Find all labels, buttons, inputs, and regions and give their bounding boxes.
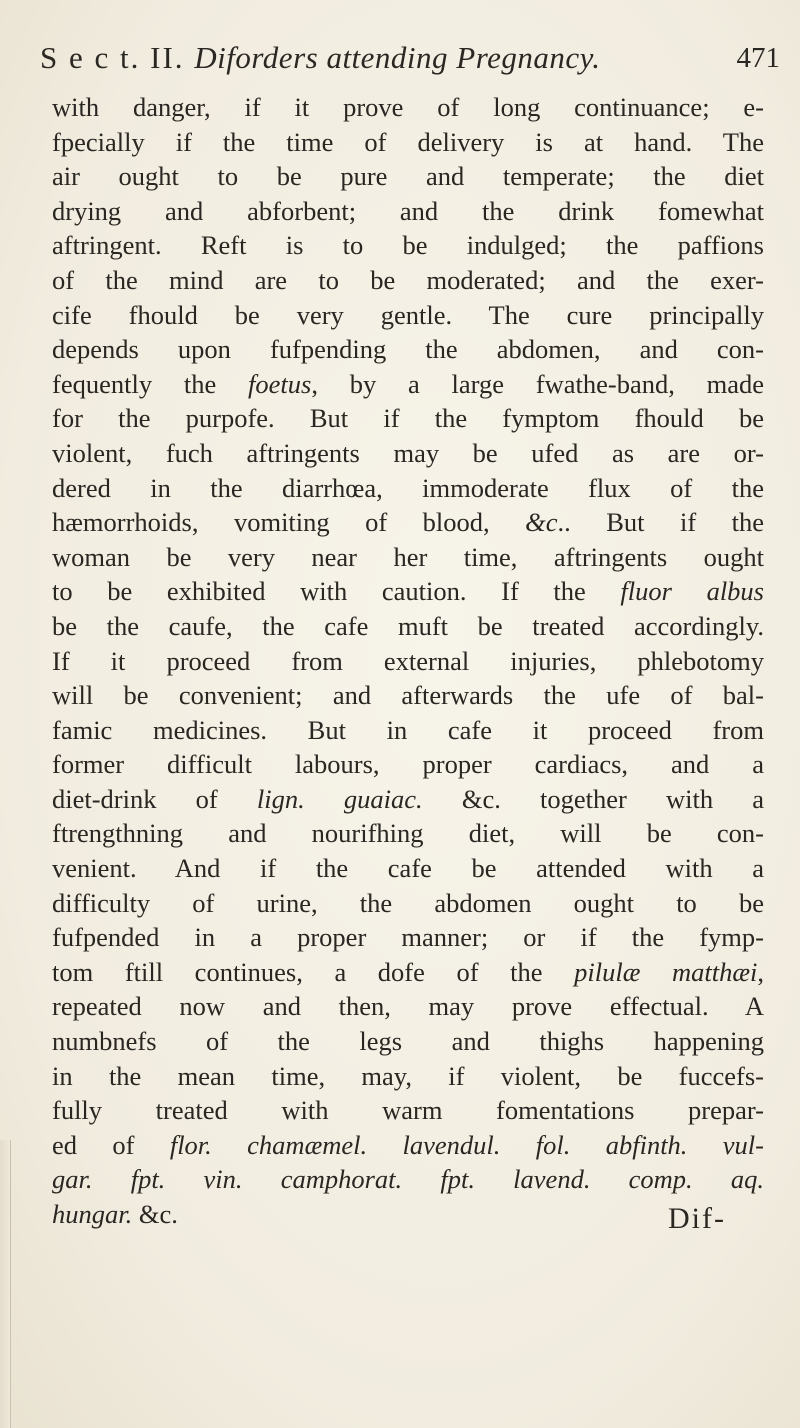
text-run: to be exhibited with caution. If the (52, 576, 621, 607)
text-run: aftringent. Reft is to be indulged; the paffions (52, 230, 764, 261)
text-run: depends upon fufpending the abdomen, and con- (52, 334, 764, 365)
text-line (52, 713, 764, 748)
italic-text: foetus (248, 368, 312, 399)
text-line (52, 1128, 764, 1163)
text-line (52, 194, 764, 229)
text-run: difficulty of urine, the abdomen ought to be (52, 887, 764, 918)
text-line (52, 886, 764, 921)
text-run: .. But if the (557, 507, 764, 538)
italic-text: flor. chamæmel. lavendul. fol. abfinth. vul- (169, 1129, 764, 1160)
text-line (52, 955, 764, 990)
text-line (52, 782, 764, 817)
text-run: will be convenient; and afterwards the ufe of bal- (52, 680, 764, 711)
text-line (52, 851, 764, 886)
text-run: numbnefs of the legs and thighs happening (52, 1026, 764, 1057)
italic-text: gar. fpt. vin. camphorat. fpt. lavend. comp. aq. (52, 1164, 764, 1195)
text-run: with danger, if it prove of long continuance; e- (52, 92, 764, 122)
text-line (52, 540, 764, 575)
page-number: 471 (736, 42, 780, 74)
text-run: former difficult labours, proper cardiacs, and a (52, 749, 764, 780)
text-run: &c. (132, 1199, 178, 1229)
text-run: fully treated with warm fomentations prepar- (52, 1095, 764, 1126)
italic-text: hungar. (52, 1199, 133, 1229)
text-line (52, 1024, 764, 1059)
text-run: hæmorrhoids, vomiting of blood, (52, 507, 526, 538)
text-line (52, 1093, 764, 1128)
text-run: diet-drink of (52, 783, 257, 814)
text-line (52, 816, 764, 851)
italic-text: lign. guaiac. (256, 783, 423, 814)
page-binding-edge (0, 1140, 11, 1428)
text-line (52, 298, 764, 333)
text-run: fufpended in a proper manner; or if the fymp- (52, 922, 764, 953)
text-run: ftrengthning and nourifhing diet, will be con- (52, 818, 764, 849)
text-line (52, 228, 764, 263)
section-label: S e c t. II. (40, 40, 185, 75)
text-line (52, 332, 764, 367)
text-line (52, 609, 764, 644)
text-line (52, 471, 764, 506)
text-run: dered in the diarrhœa, immoderate flux of the (52, 472, 764, 503)
text-run: of the mind are to be moderated; and the exer- (52, 264, 764, 295)
text-run: famic medicines. But in cafe it proceed from (52, 714, 764, 745)
text-line (52, 401, 764, 436)
text-line (52, 574, 764, 609)
text-run: fequently the (52, 368, 248, 399)
body-text (52, 90, 764, 1232)
text-line (52, 90, 764, 125)
italic-text: &c (525, 507, 558, 538)
text-run: fpecially if the time of delivery is at hand. The (52, 126, 764, 157)
text-run: venient. And if the cafe be attended with a (52, 853, 764, 884)
text-line (52, 1197, 764, 1232)
text-run: repeated now and then, may prove effectual. A (52, 991, 764, 1022)
text-run: for the purpofe. But if the fymptom fhould be (52, 403, 764, 434)
text-run: , by a large fwathe-band, made (311, 368, 764, 399)
text-line (52, 159, 764, 194)
text-run: &c. together with a (422, 783, 765, 814)
text-line (52, 367, 764, 402)
text-run: violent, fuch aftringents may be ufed as are or- (52, 437, 764, 468)
text-run: ed of (52, 1129, 170, 1160)
text-run: , (757, 956, 764, 987)
text-line (52, 505, 764, 540)
text-run: tom ftill continues, a dofe of the (52, 956, 575, 987)
text-line (52, 747, 764, 782)
text-line (52, 125, 764, 160)
text-line (52, 920, 764, 955)
text-line (52, 436, 764, 471)
text-run: woman be very near her time, aftringents ought (52, 541, 764, 572)
text-line (52, 644, 764, 679)
text-run: drying and abforbent; and the drink fomewhat (52, 195, 764, 226)
text-run: air ought to be pure and temperate; the diet (52, 161, 764, 192)
catchword: Dif- (668, 1202, 726, 1235)
text-line (52, 989, 764, 1024)
header-section-title (40, 40, 600, 76)
text-line (52, 263, 764, 298)
text-run: be the caufe, the cafe muft be treated accordingly. (52, 610, 764, 641)
text-line (52, 1059, 764, 1094)
text-run: cife fhould be very gentle. The cure principally (52, 299, 764, 330)
text-run: If it proceed from external injuries, phlebotomy (52, 645, 764, 676)
text-line (52, 678, 764, 713)
text-run: in the mean time, may, if violent, be fuccefs- (52, 1060, 764, 1091)
running-header (40, 40, 780, 90)
chapter-title: Diforders attending Pregnancy. (194, 40, 601, 75)
text-line (52, 1162, 764, 1197)
italic-text: fluor albus (620, 576, 764, 607)
italic-text: pilulæ matthæi (574, 956, 758, 987)
